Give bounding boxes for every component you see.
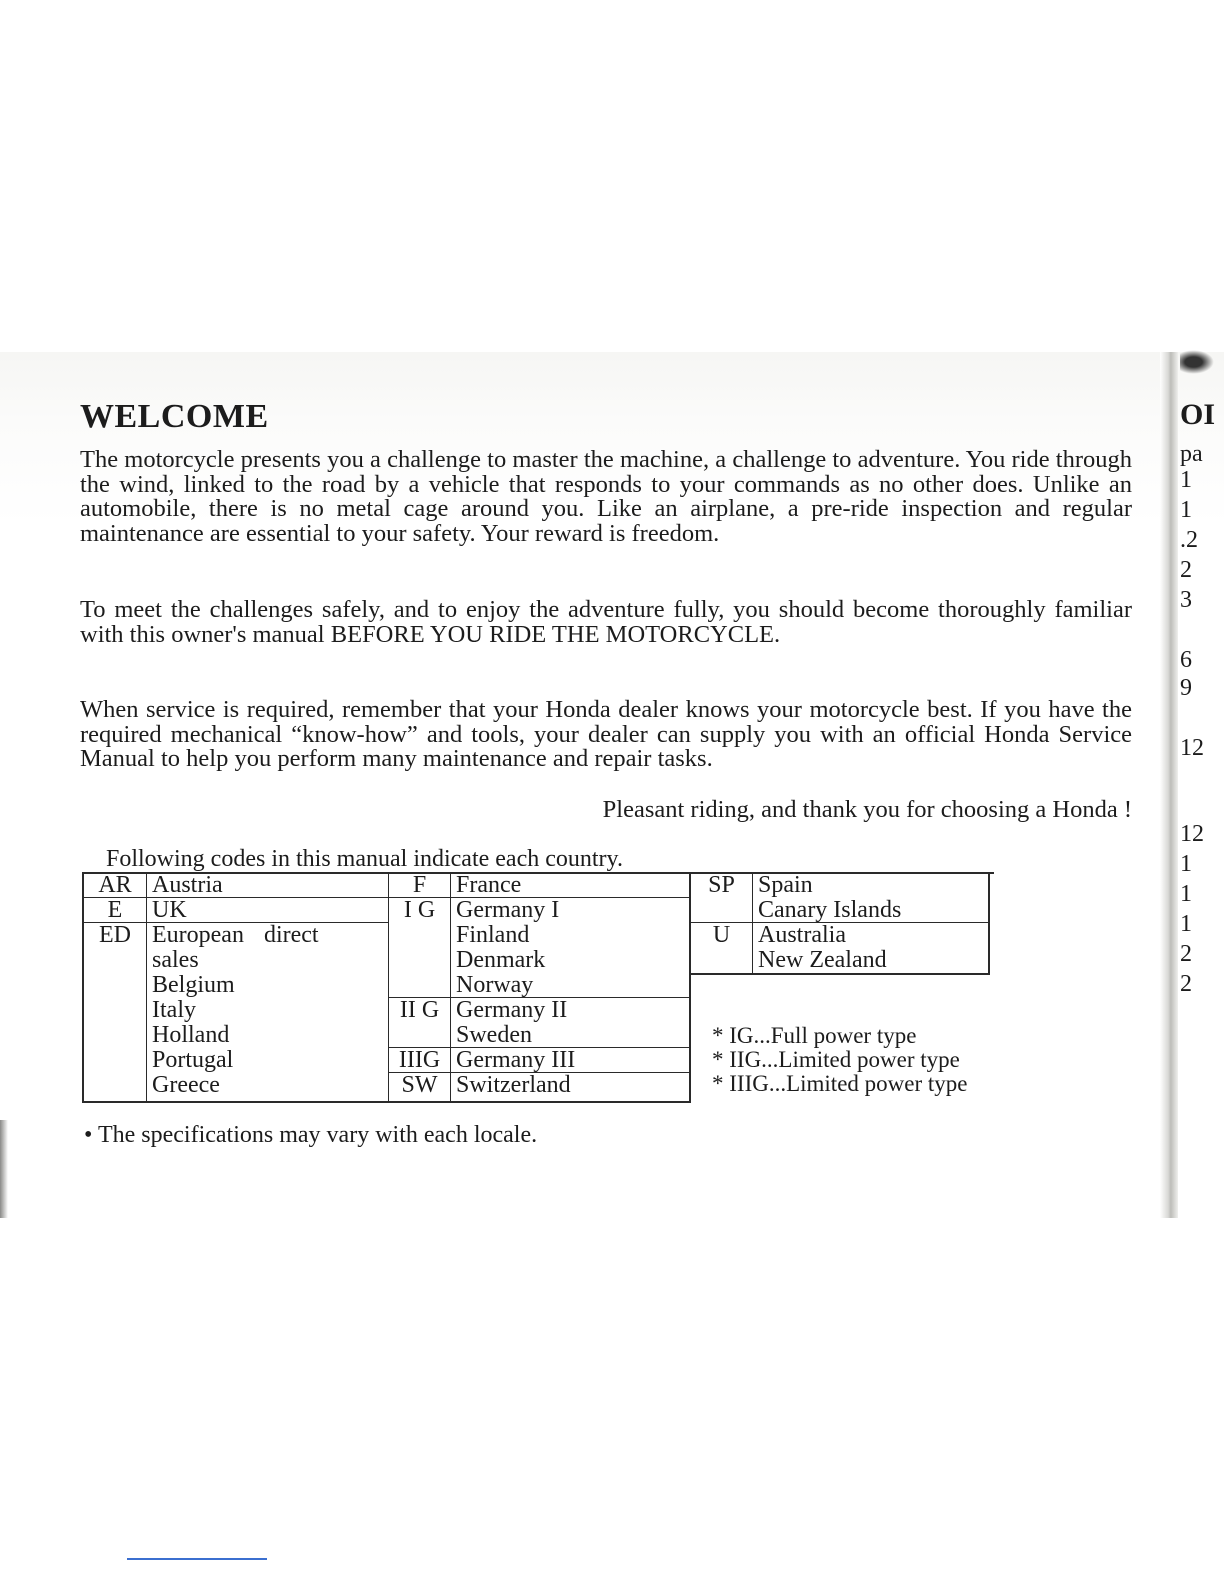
power-type-note: * IIG...Limited power type: [712, 1047, 960, 1072]
country-code: E: [107, 897, 123, 923]
country-name: Greece: [152, 1072, 220, 1098]
service-paragraph: When service is required, remember that your Honda dealer knows your motorcycle best. If you have the required mechanical “know-how” and tools, your dealer can supply you with an official Honda Service Manual to help you perform many maintenance and repair tasks.: [80, 696, 1132, 772]
adjacent-page-heading: OI: [1180, 400, 1216, 430]
power-type-note: * IG...Full power type: [712, 1023, 917, 1048]
adjacent-page-text: 6: [1180, 648, 1192, 672]
country-name: Spain: [758, 872, 813, 898]
country-name: Denmark: [456, 947, 546, 973]
country-name: Sweden: [456, 1022, 532, 1048]
country-code: AR: [98, 872, 132, 898]
adjacent-page-text: 1: [1180, 912, 1192, 936]
table-col-divider: [689, 872, 691, 1103]
page-edge-shadow: [0, 1120, 8, 1218]
country-name: UK: [152, 897, 187, 923]
adjacent-page-text: 1: [1180, 882, 1192, 906]
table-col-divider: [752, 872, 753, 974]
page-title: WELCOME: [80, 398, 269, 435]
manual-familiarity-paragraph: To meet the challenges safely, and to enjoy the adventure fully, you should become thoroughly familiar with this owner's manual BEFORE YOU RIDE THE MOTORCYCLE.: [80, 596, 1132, 648]
country-name: sales: [152, 947, 199, 973]
table-col-divider: [450, 872, 451, 1103]
locale-note: • The specifications may vary with each locale.: [84, 1122, 538, 1148]
country-name: Holland: [152, 1022, 230, 1048]
country-codes-intro: Following codes in this manual indicate each country.: [106, 846, 623, 872]
country-name: Norway: [456, 972, 534, 998]
country-name: Belgium: [152, 972, 235, 998]
country-name: Austria: [152, 872, 223, 898]
country-code: ED: [99, 922, 131, 948]
country-code: U: [712, 922, 731, 948]
adjacent-page-text: 1: [1180, 468, 1192, 492]
country-name: New Zealand: [758, 947, 887, 973]
country-name: Switzerland: [456, 1072, 571, 1098]
country-name: Germany I: [456, 897, 560, 923]
adjacent-page-text: 2: [1180, 942, 1192, 966]
book-spine-shadow: [1160, 352, 1178, 1218]
country-name: Italy: [152, 997, 196, 1023]
country-name: Canary Islands: [758, 897, 902, 923]
scan-corner-mark: [1180, 350, 1214, 374]
adjacent-page-text: 2: [1180, 558, 1192, 582]
table-right-border: [988, 872, 990, 974]
country-code: SW: [401, 1072, 438, 1098]
adjacent-page-text: 12: [1180, 736, 1204, 760]
country-code: I G: [403, 897, 436, 923]
adjacent-page-text: 12: [1180, 822, 1204, 846]
table-row-divider: [690, 973, 990, 975]
footer-rule: [127, 1558, 267, 1560]
closing-line: Pleasant riding, and thank you for choosing a Honda !: [602, 796, 1132, 823]
power-type-note: * IIIG...Limited power type: [712, 1071, 968, 1096]
country-name: European direct: [152, 922, 319, 948]
country-name: France: [456, 872, 522, 898]
table-bottom-border: [82, 1101, 690, 1103]
adjacent-page-text: 1: [1180, 498, 1192, 522]
country-code: F: [412, 872, 427, 898]
adjacent-page-text: .2: [1180, 528, 1198, 552]
adjacent-page-text: 9: [1180, 676, 1192, 700]
country-code: SP: [708, 872, 735, 898]
country-code: II G: [399, 997, 440, 1023]
adjacent-page-text: 2: [1180, 972, 1192, 996]
country-name: Germany II: [456, 997, 568, 1023]
adjacent-page-text: 3: [1180, 588, 1192, 612]
country-code: IIIG: [398, 1047, 441, 1073]
adjacent-page-text: 1: [1180, 852, 1192, 876]
country-name: Germany III: [456, 1047, 576, 1073]
country-name: Australia: [758, 922, 846, 948]
intro-paragraph: The motorcycle presents you a challenge to master the machine, a challenge to adventure. You ride through the wind, linked to the road by a vehicle that responds to your commands as no other does. Unlike an automobile, there is no metal cage around you. Like an airplane, a pre-ride inspection and regular maintenance are essential to your safety. Your reward is freedom.: [80, 446, 1132, 547]
country-name: Finland: [456, 922, 530, 948]
country-name: Portugal: [152, 1047, 234, 1073]
table-col-divider: [146, 872, 147, 1103]
adjacent-page-text: pa: [1180, 442, 1203, 466]
